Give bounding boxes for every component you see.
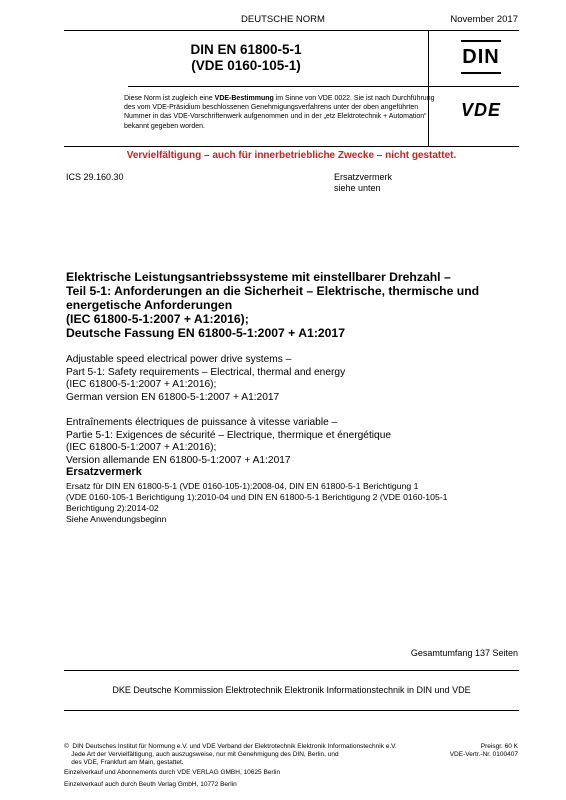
ersatz-line: Ersatz für DIN EN 61800-5-1 (VDE 0160-105-1):2008-04, DIN EN 61800-5-1 Berichtigung 1 — [66, 481, 419, 491]
din-logo-bar-top — [461, 40, 501, 42]
title-english — [66, 354, 521, 404]
title-german-line: energetische Anforderungen — [66, 298, 233, 312]
standard-number: DIN EN 61800-5-1 — [190, 42, 302, 57]
copyright-line: des VDE, Frankfurt am Main, gestattet. — [64, 758, 184, 766]
dke-top-rule — [64, 670, 519, 671]
vde-logo-icon: VDE — [460, 100, 501, 120]
ersatz-line: Berichtigung 2):2014-02 — [66, 503, 159, 513]
document-type: DEUTSCHE NORM — [241, 14, 325, 25]
dke-bottom-rule — [64, 710, 519, 711]
price-block — [450, 743, 518, 759]
header-bottom-rule — [64, 146, 519, 147]
din-logo-icon — [461, 40, 501, 76]
ersatz-note-top-line2: siehe unten — [334, 183, 381, 193]
ersatz-heading: Ersatzvermerk — [66, 466, 142, 478]
copy-warning: Vervielfältigung – auch für innerbetriebliche Zwecke – nicht gestattet. — [126, 150, 457, 161]
title-english-line: (IEC 61800-5-1:2007 + A1:2016); — [66, 379, 217, 390]
title-english-line: German version EN 61800-5-1:2007 + A1:2017 — [66, 391, 280, 403]
title-french — [66, 417, 521, 467]
title-french-line: (IEC 61800-5-1:2007 + A1:2016); — [66, 442, 217, 453]
ics-code: ICS 29.160.30 — [66, 172, 124, 182]
publication-date: November 2017 — [450, 14, 518, 25]
ersatz-line: (VDE 0160-105-1 Berichtigung 1):2010-04 und DIN EN 61800-5-1 Berichtigung 2 (VDE 0160-105-1 — [66, 492, 448, 502]
copyright-line: Jede Art der Vervielfältigung, auch auszugsweise, nur mit Genehmigung des DIN, Berlin, und — [64, 750, 339, 758]
price-group: Preisgr. 60 K — [480, 743, 518, 750]
distributor-vde: Einzelverkauf und Abonnements durch VDE VERLAG GMBH, 10625 Berlin — [64, 769, 281, 776]
title-english-line: Adjustable speed electrical power drive systems – — [66, 354, 292, 365]
total-pages: Gesamtumfang 137 Seiten — [410, 648, 518, 658]
vde-classification: (VDE 0160-105-1) — [191, 58, 301, 73]
standard-number-block — [64, 42, 428, 74]
title-french-line: Entraînements électriques de puissance à vitesse variable – — [66, 417, 338, 428]
ersatz-note-top-line1: Ersatzvermerk — [334, 172, 393, 182]
title-french-line: Version allemande EN 61800-5-1:2007 + A1:2017 — [66, 454, 291, 466]
title-german-line: Elektrische Leistungsantriebssysteme mit einstellbarer Drehzahl – — [66, 270, 451, 284]
title-german-line: (IEC 61800-5-1:2007 + A1:2016); — [66, 312, 249, 326]
title-english-line: Part 5-1: Safety requirements – Electrical, thermal and energy — [66, 366, 346, 378]
header-divider-horizontal — [128, 86, 519, 87]
copyright-notice — [64, 743, 444, 766]
copyright-line: © DIN Deutsches Institut für Normung e.V. und VDE Verband der Elektrotechnik Elektronik Informationstechnik e.V. — [64, 743, 397, 750]
vde-order-number: VDE-Vertr.-Nr. 0100407 — [449, 750, 518, 758]
title-german — [66, 270, 521, 340]
din-logo-text: DIN — [462, 46, 500, 68]
dke-line: DKE Deutsche Kommission Elektrotechnik Elektronik Informationstechnik in DIN und VDE — [112, 685, 471, 695]
title-french-line: Partie 5-1: Exigences de sécurité – Electrique, thermique et énergétique — [66, 429, 392, 441]
distributor-beuth: Einzelverkauf auch durch Beuth Verlag GmbH, 10772 Berlin — [64, 781, 237, 788]
title-german-line: Deutsche Fassung EN 61800-5-1:2007 + A1:2017 — [66, 326, 345, 340]
title-german-line: Teil 5-1: Anforderungen an die Sicherheit – Elektrische, thermische und — [66, 284, 480, 298]
ersatz-note-top — [334, 172, 392, 194]
ersatz-text — [66, 481, 521, 525]
ersatz-line: Siehe Anwendungsbeginn — [66, 514, 167, 524]
vde-note — [124, 94, 436, 131]
vde-note-bold: VDE-Bestimmung — [214, 95, 274, 102]
din-logo-bar-bottom — [461, 72, 501, 74]
vde-note-part1: Diese Norm ist zugleich eine — [124, 95, 215, 102]
vde-note-part2: im Sinne von VDE 0022. Sie ist nach Durchführung des vom VDE-Präsidium beschlossenen Genehmigungsverfahrens unter der oben angeführten Nummer in das VDE-Vorschriftenwerk aufgenommen und in der „etz Elektrotechnik + Automation“ bekannt gegeben worden. — [124, 95, 435, 130]
